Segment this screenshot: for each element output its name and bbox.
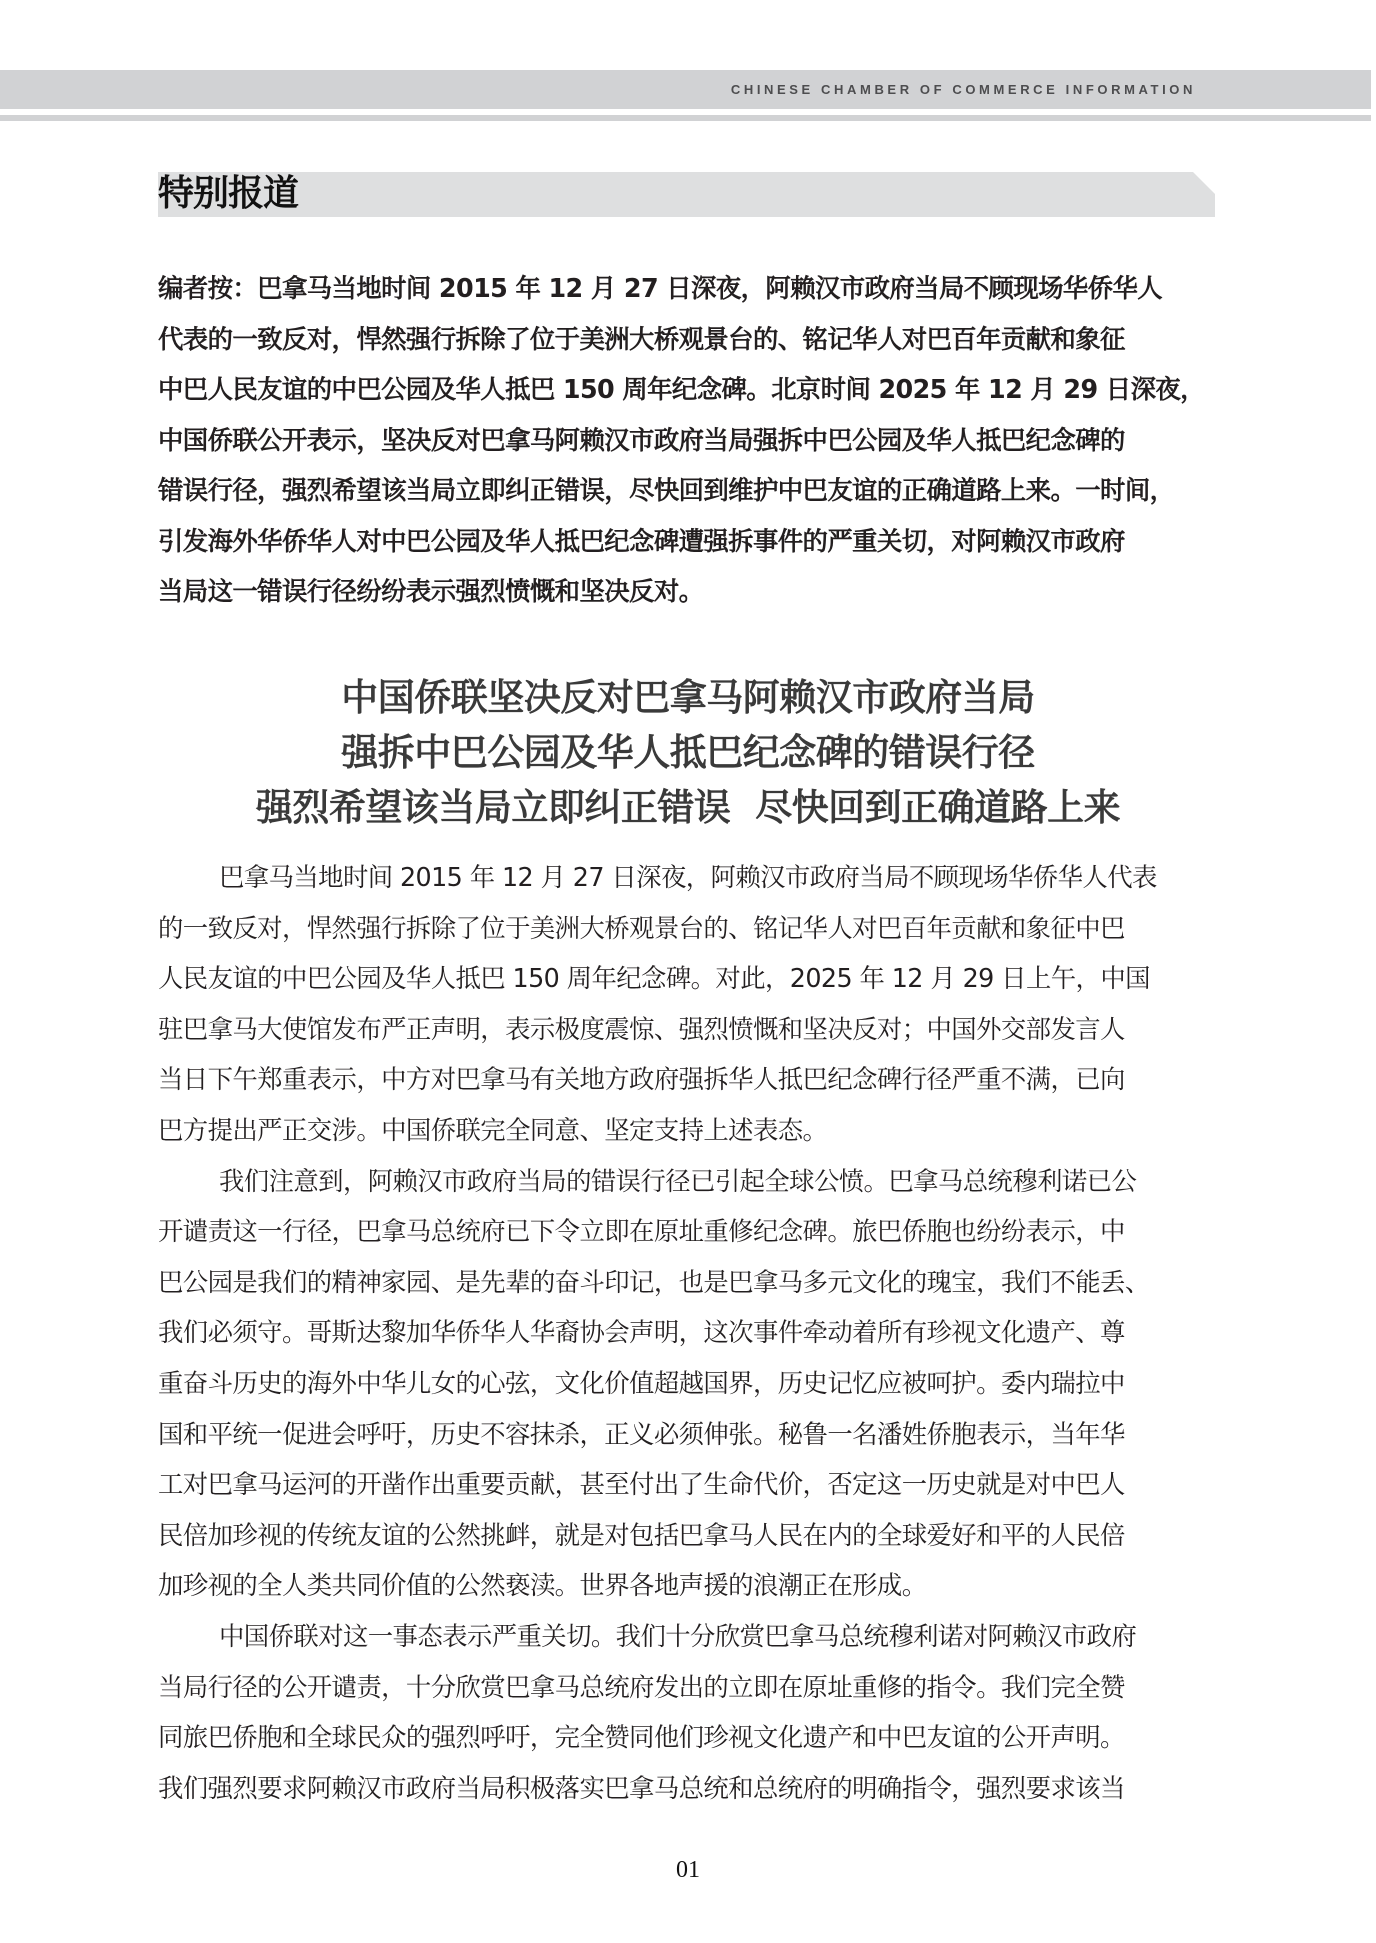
body-line: 工对巴拿马运河的开凿作出重要贡献，甚至付出了生命代价，否定这一历史就是对中巴人 — [158, 1469, 1125, 1500]
body-line: 开谴责这一行径，巴拿马总统府已下令立即在原址重修纪念碑。旅巴侨胞也纷纷表示，中 — [158, 1216, 1125, 1247]
running-header-band — [0, 70, 1371, 109]
editor-note-line: 代表的一致反对，悍然强行拆除了位于美洲大桥观景台的、铭记华人对巴百年贡献和象征 — [158, 323, 1125, 354]
body-line: 重奋斗历史的海外中华儿女的心弦，文化价值超越国界，历史记忆应被呵护。委内瑞拉中 — [158, 1367, 1125, 1398]
page-number: 01 — [676, 1857, 700, 1883]
body-line: 民倍加珍视的传统友谊的公然挑衅，就是对包括巴拿马人民在内的全球爱好和平的人民倍 — [158, 1519, 1125, 1550]
body-line: 人民友谊的中巴公园及华人抵巴 150 周年纪念碑。对此，2025 年 12 月 29 日上午，中国 — [158, 963, 1150, 994]
section-title-bar — [158, 172, 1215, 217]
editor-note-line: 引发海外华侨华人对中巴公园及华人抵巴纪念碑遭强拆事件的严重关切，对阿赖汉市政府 — [158, 525, 1125, 556]
paragraph — [158, 852, 1218, 1156]
headline-line: 中国侨联坚决反对巴拿马阿赖汉市政府当局 — [341, 676, 1035, 719]
body-line: 巴拿马当地时间 2015 年 12 月 27 日深夜，阿赖汉市政府当局不顾现场华侨华人代表 — [219, 862, 1157, 892]
editor-note-line: 中国侨联公开表示，坚决反对巴拿马阿赖汉市政府当局强拆中巴公园及华人抵巴纪念碑的 — [158, 424, 1125, 455]
editor-note-line: 编者按：巴拿马当地时间 2015 年 12 月 27 日深夜，阿赖汉市政府当局不顾现场华侨华人 — [158, 273, 1163, 303]
editor-note — [158, 263, 1218, 617]
body-line: 的一致反对，悍然强行拆除了位于美洲大桥观景台的、铭记华人对巴百年贡献和象征中巴 — [158, 912, 1125, 943]
paragraph — [158, 1156, 1218, 1611]
editor-note-line: 当局这一错误行径纷纷表示强烈愤慨和坚决反对。 — [158, 576, 704, 606]
editor-note-line: 错误行径，强烈希望该当局立即纠正错误，尽快回到维护中巴友谊的正确道路上来。一时间， — [158, 475, 1175, 505]
body-line: 当日下午郑重表示，中方对巴拿马有关地方政府强拆华人抵巴纪念碑行径严重不满，已向 — [158, 1064, 1125, 1095]
headline-line: 强烈希望该当局立即纠正错误 尽快回到正确道路上来 — [255, 786, 1121, 829]
body-line: 驻巴拿马大使馆发布严正声明，表示极度震惊、强烈愤慨和坚决反对；中国外交部发言人 — [158, 1013, 1125, 1044]
body-line: 巴公园是我们的精神家园、是先辈的奋斗印记，也是巴拿马多元文化的瑰宝，我们不能丢、 — [158, 1266, 1150, 1297]
paragraph — [158, 1611, 1218, 1813]
body-line: 同旅巴侨胞和全球民众的强烈呼吁，完全赞同他们珍视文化遗产和中巴友谊的公开声明。 — [158, 1722, 1125, 1753]
body-line: 我们必须守。哥斯达黎加华侨华人华裔协会声明，这次事件牵动着所有珍视文化遗产、尊 — [158, 1317, 1125, 1348]
header-divider-stripe — [0, 115, 1371, 121]
body-line: 我们强烈要求阿赖汉市政府当局积极落实巴拿马总统和总统府的明确指令，强烈要求该当 — [158, 1772, 1125, 1803]
body-line: 巴方提出严正交涉。中国侨联完全同意、坚定支持上述表态。 — [158, 1114, 828, 1145]
body-line: 中国侨联对这一事态表示严重关切。我们十分欣赏巴拿马总统穆利诺对阿赖汉市政府 — [219, 1620, 1137, 1651]
article-body — [158, 852, 1218, 1813]
publication-name: CHINESE CHAMBER OF COMMERCE INFORMATION — [730, 82, 1196, 97]
article-headline — [150, 670, 1226, 835]
headline-line: 强拆中巴公园及华人抵巴纪念碑的错误行径 — [341, 731, 1035, 774]
body-line: 当局行径的公开谴责，十分欣赏巴拿马总统府发出的立即在原址重修的指令。我们完全赞 — [158, 1671, 1125, 1702]
body-line: 加珍视的全人类共同价值的公然亵渎。世界各地声援的浪潮正在形成。 — [158, 1570, 927, 1601]
editor-note-line: 中巴人民友谊的中巴公园及华人抵巴 150 周年纪念碑。北京时间 2025 年 12 月 29 日深夜， — [158, 374, 1205, 404]
section-title: 特别报道 — [158, 172, 299, 214]
body-line: 我们注意到，阿赖汉市政府当局的错误行径已引起全球公愤。巴拿马总统穆利诺已公 — [219, 1165, 1137, 1196]
body-line: 国和平统一促进会呼吁，历史不容抹杀，正义必须伸张。秘鲁一名潘姓侨胞表示，当年华 — [158, 1418, 1125, 1449]
